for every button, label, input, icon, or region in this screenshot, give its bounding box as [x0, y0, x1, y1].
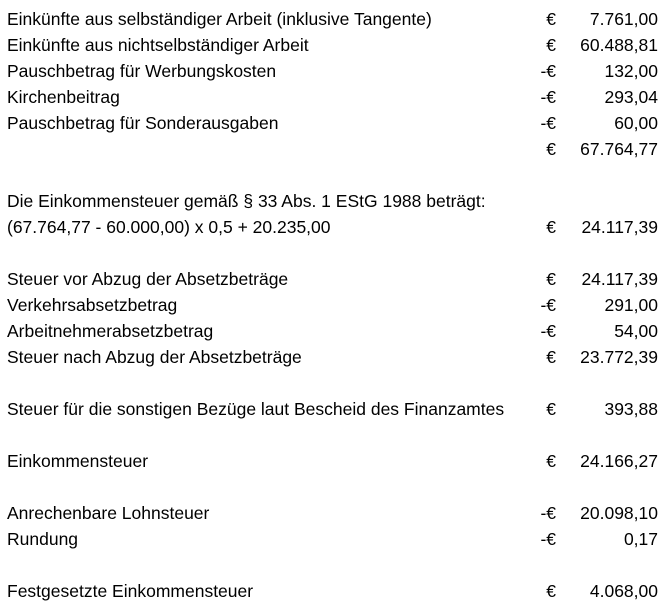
row-amount: 293,04 — [604, 87, 658, 107]
subtotal-row — [0, 136, 664, 162]
row-label: Steuer nach Abzug der Absetzbeträge — [7, 347, 302, 367]
row-label: Kirchenbeitrag — [7, 87, 120, 107]
currency-symbol: -€ — [540, 503, 556, 523]
table-row — [0, 448, 664, 474]
formula-heading-row — [0, 188, 664, 214]
currency-symbol: -€ — [540, 113, 556, 133]
currency-symbol: -€ — [540, 61, 556, 81]
row-label: Steuer vor Abzug der Absetzbeträge — [7, 269, 289, 289]
currency-symbol: -€ — [540, 295, 556, 315]
currency-symbol: € — [546, 347, 556, 367]
currency-symbol: -€ — [540, 529, 556, 549]
row-label: Steuer für die sonstigen Bezüge laut Bescheid des Finanzamtes — [7, 399, 505, 419]
row-label: Rundung — [7, 529, 79, 549]
row-amount: 24.117,39 — [581, 217, 658, 237]
row-amount: 67.764,77 — [580, 139, 658, 159]
row-label: Verkehrsabsetzbetrag — [7, 295, 178, 315]
row-amount: 20.098,10 — [580, 503, 658, 523]
row-amount: 4.068,00 — [589, 581, 658, 601]
row-amount: 24.166,27 — [580, 451, 658, 471]
table-row — [0, 292, 664, 318]
table-row — [0, 266, 664, 292]
currency-symbol: € — [546, 399, 556, 419]
row-label: Einkommensteuer — [7, 451, 149, 471]
currency-symbol: € — [546, 581, 556, 601]
table-row — [0, 110, 664, 136]
row-amount: 60.488,81 — [580, 35, 658, 55]
table-row — [0, 58, 664, 84]
total-row — [0, 578, 664, 604]
row-label: Die Einkommensteuer gemäß § 33 Abs. 1 EStG 1988 beträgt: — [7, 191, 486, 211]
row-amount: 23.772,39 — [580, 347, 658, 367]
row-amount: 60,00 — [614, 113, 658, 133]
row-amount: 393,88 — [604, 399, 658, 419]
table-row — [0, 318, 664, 344]
currency-symbol: € — [546, 451, 556, 471]
row-label: Einkünfte aus selbständiger Arbeit (inklusive Tangente) — [7, 9, 432, 29]
currency-symbol: -€ — [540, 87, 556, 107]
row-label: Einkünfte aus nichtselbständiger Arbeit — [7, 35, 309, 55]
formula-row — [0, 214, 664, 240]
currency-symbol: € — [546, 35, 556, 55]
currency-symbol: € — [546, 9, 556, 29]
table-row — [0, 6, 664, 32]
table-row — [0, 526, 664, 552]
row-label: Pauschbetrag für Werbungskosten — [7, 61, 277, 81]
table-row — [0, 84, 664, 110]
currency-symbol: -€ — [540, 321, 556, 341]
table-row — [0, 32, 664, 58]
currency-symbol: € — [546, 139, 556, 159]
row-amount: 132,00 — [604, 61, 658, 81]
currency-symbol: € — [546, 269, 556, 289]
row-amount: 0,17 — [623, 529, 658, 549]
row-label: (67.764,77 - 60.000,00) x 0,5 + 20.235,00 — [7, 217, 331, 237]
row-label: Anrechenbare Lohnsteuer — [7, 503, 210, 523]
table-row — [0, 396, 664, 422]
table-row — [0, 500, 664, 526]
row-amount: 54,00 — [614, 321, 658, 341]
row-label: Pauschbetrag für Sonderausgaben — [7, 113, 279, 133]
row-label: Arbeitnehmerabsetzbetrag — [7, 321, 214, 341]
currency-symbol: € — [546, 217, 556, 237]
row-label: Festgesetzte Einkommensteuer — [7, 581, 254, 601]
row-amount: 7.761,00 — [589, 9, 658, 29]
row-amount: 24.117,39 — [581, 269, 658, 289]
row-amount: 291,00 — [604, 295, 658, 315]
table-row — [0, 344, 664, 370]
